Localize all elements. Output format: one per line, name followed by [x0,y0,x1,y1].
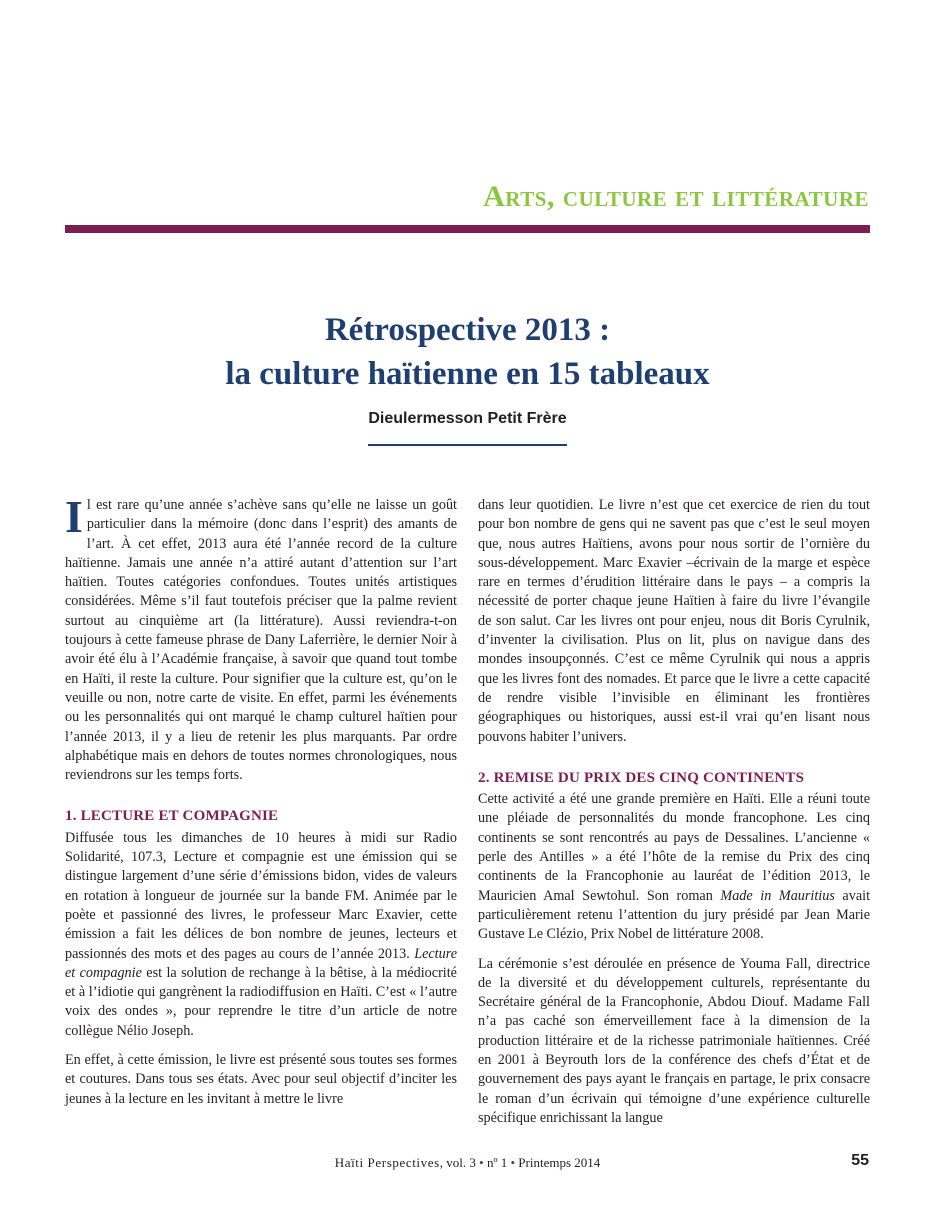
paragraph-text: Cette activité a été une grande première en Haïti. Elle a réuni toute une pléiade de personnalités du monde francophone. Les cinq continents se sont rencontrés au pays de Dessalines. L’ancienne « perle des Antilles » a été l’hôte de la remise du Prix des cinq continents de la Francophonie au lauréat de l’édition 2013, le Mauricien Amal Sewtohul. Son roman [478,791,870,904]
left-column [65,491,457,1119]
paragraph [65,829,457,1041]
section-heading-1: 1. LECTURE ET COMPAGNIE [65,808,279,825]
emphasis-text: Lecture et compagnie [65,945,457,981]
article-author: Dieulermesson Petit Frère [368,410,567,427]
journal-season: Printemps 2014 [518,1155,601,1170]
paragraph: En effet, à cette émission, le livre est présenté sous toutes ses formes et coutures. Dans tous ses états. Avec pour seul objectif d’inciter les jeunes à la lecture en les invitant à mettre le livre [65,1052,457,1107]
page-footer [0,1155,935,1171]
article-title-line1: Rétrospective 2013 : [324,312,611,348]
paragraph-text: est la solution de rechange à la bêtise, à la médiocrité et à l’idiotie qui gangrènent la radiodiffusion en Haïti. C’est « l’autre voix des ondes », pour reprendre le titre d’un article de notre collègue Nélio Joseph. [65,964,457,1039]
article-title-line2: la culture haïtienne en 15 tableaux [225,356,710,392]
emphasis-text: Made in Mauritius [720,887,835,904]
paragraph [478,790,870,944]
drop-cap: I [65,491,83,542]
page-number: 55 [851,1152,869,1169]
paragraph-text: Diffusée tous les dimanches de 10 heures à midi sur Radio Solidarité, 107.3, Lecture et compagnie est une émission qui se distingue largement d’une série d’émissions bidon, vides de valeurs en rotation à longueur de journée sur la bande FM. Animée par le poète et passionné des livres, le professeur Marc Exavier, cette émission a fait les délices de bon nombre de jeunes, lecteurs et passionnés des mots et des pages au cours de l’année 2013. [65,829,457,962]
right-column [478,496,870,1138]
paragraph: dans leur quotidien. Le livre n’est que cet exercice de rien du tout pour bon nombre de gens qui ne savent pas que c’est le seul moyen que, nous autres Haïtiens, avons pour nous sortir de l’ornière du sous-développement. Marc Exavier –écrivain de la marge et espèce rare en termes d’érudition littéraire dans le pays – a compris la nécessité de porter chaque jeune Haïtien à faire du livre l’évangile de son salut. Car les livres ont pour enjeu, nous dit Boris Cyrulnik, d’inventer la civilisation. Plus on lit, plus on navigue dans des mondes insoupçonnés. C’est ce même Cyrulnik qui nous a appris que les livres font des nomades. Et parce que le livre a cette capacité de rendre visible l’invisible en éliminant les frontières géographiques ou historiques, aussi est-il vrai qu’en lisant nous pouvons habiter l’univers. [478,497,870,745]
intro-text: l est rare qu’une année s’achève sans qu’elle ne laisse un goût particulier dans la mémoire (donc dans l’esprit) des amants de l’art. À cet effet, 2013 aura été l’année record de la culture haïtienne. Jamais une année n’a attiré autant d’attention sur l’art haïtien. Toutes catégories confondues. Toutes unités artistiques considérées. Même s’il faut toutefois préciser que la palme revient surtout au cinquième art (la littérature). Aussi reviendra-t-on toujours à cette fameuse phrase de Dany Laferrière, le dernier Noir à avoir été élu à l’Académie française, à savoir que quand tout tombe en Haïti, il reste la culture. Pour signifier que la culture est, qu’on le veuille ou non, notre carte de visite. En effet, parmi les événements ou les personnalités qui ont marqué le champ culturel haïtien pour l’année 2013, il y a lieu de retenir les plus marquants. Par ordre alphabétique mais en dehors de toutes normes chronologiques, nous reviendrons sur les temps forts. [65,497,457,784]
paragraph: La cérémonie s’est déroulée en présence de Youma Fall, directrice de la diversité et du développement culturels, représentante du Secrétaire général de la Francophonie, Abdou Diouf. Madame Fall n’a pas caché son émerveillement face à la dimension de la production littéraire et de la richesse patrimoniale haïtiennes. Créé en 2001 à Beyrouth lors de la conférence des chefs d’État et de gouvernement des pays ayant le français en partage, le prix consacre le roman d’un écrivain qui témoigne d’une expérience culturelle spécifique enrichissant la langue [478,955,870,1126]
bullet-separator: • [507,1155,519,1170]
journal-volume: , vol. 3 [439,1155,476,1170]
section-divider [65,225,870,233]
author-divider [368,444,567,446]
intro-paragraph [65,491,457,785]
journal-name: Haïti Perspectives [334,1155,440,1170]
journal-issue: nº 1 [486,1155,508,1170]
section-heading-2: 2. REMISE DU PRIX DES CINQ CONTINENTS [478,769,805,786]
article-title [0,308,935,396]
bullet-separator: • [475,1155,487,1170]
paragraph-text: avait particulièrement retenu l’attention du jury présidé par Jean Marie Gustave Le Clézio, Prix Nobel de littérature 2008. [478,887,871,943]
section-header: Arts, culture et littérature [483,180,869,213]
